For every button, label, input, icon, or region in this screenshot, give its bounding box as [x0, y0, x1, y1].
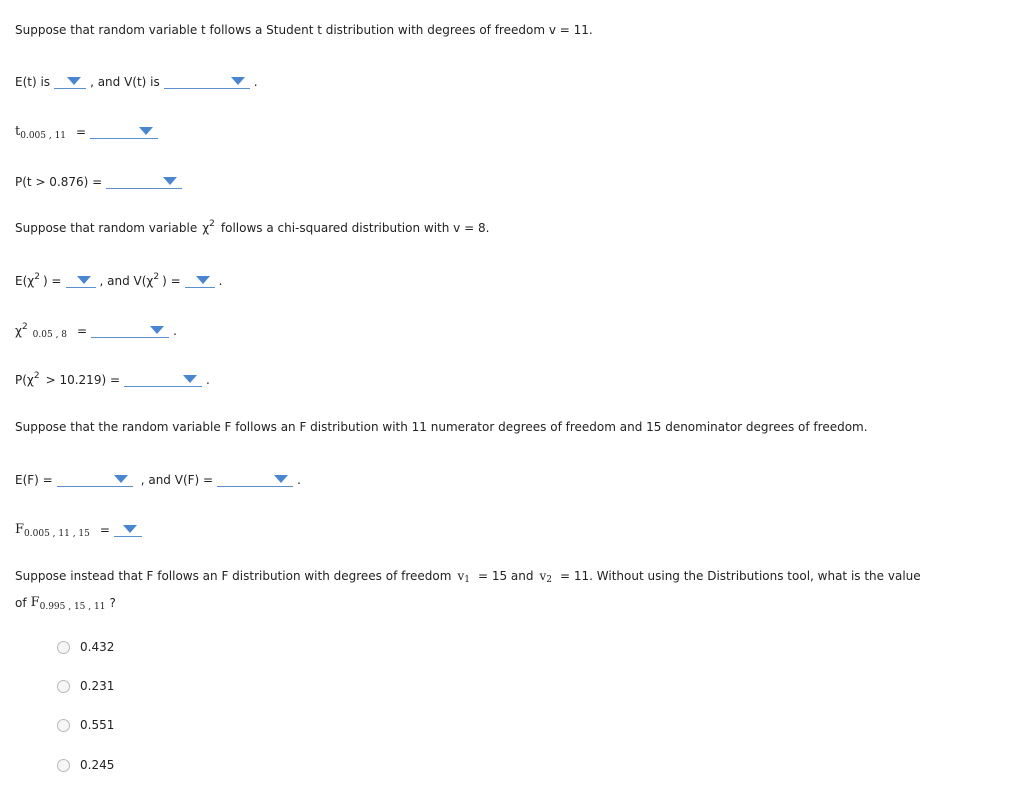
triangle-down-icon	[123, 525, 137, 533]
radio-circle-icon[interactable]	[57, 719, 70, 732]
triangle-down-icon	[183, 375, 197, 383]
triangle-down-icon	[163, 177, 177, 185]
triangle-down-icon	[139, 127, 153, 135]
chi-mean-dropdown[interactable]	[66, 271, 96, 288]
answer-option-1[interactable]: 0.432	[57, 640, 114, 654]
question-line-2: of F 0.995 , 15 , 11 ?	[15, 595, 116, 612]
f-critical-row: F 0.005 , 11 , 15 =	[15, 520, 146, 537]
triangle-down-icon	[114, 475, 128, 483]
radio-circle-icon[interactable]	[57, 641, 70, 654]
triangle-down-icon	[77, 276, 91, 284]
chi-probability-row: P( χ 2 > 10.219) = .	[15, 371, 210, 387]
f-critical-dropdown[interactable]	[114, 520, 142, 537]
f-moments-row: E(F) = , and V(F) = .	[15, 470, 301, 487]
answer-option-4[interactable]: 0.245	[57, 758, 114, 772]
f-variance-dropdown[interactable]	[217, 470, 293, 487]
chi-probability-dropdown[interactable]	[124, 370, 202, 387]
answer-option-3[interactable]: 0.551	[57, 718, 114, 732]
t-probability-row: P(t > 0.876) =	[15, 172, 186, 189]
f-mean-dropdown[interactable]	[57, 470, 133, 487]
chi-variance-dropdown[interactable]	[185, 271, 215, 288]
triangle-down-icon	[150, 326, 164, 334]
t-critical-dropdown[interactable]	[90, 122, 158, 139]
triangle-down-icon	[67, 77, 81, 85]
f-intro: Suppose that the random variable F follows an F distribution with 11 numerator degrees of freedom and 15 denominator degrees of freedom.	[15, 420, 868, 434]
radio-circle-icon[interactable]	[57, 680, 70, 693]
t-critical-row: t 0.005 , 11 =	[15, 122, 162, 139]
t-variance-dropdown[interactable]	[164, 72, 250, 89]
t-probability-dropdown[interactable]	[106, 172, 182, 189]
question-line-1: Suppose instead that F follows an F distribution with degrees of freedom v 1 = 15 and v 2 = 11. Without using the Distributions tool, what is the value	[15, 569, 921, 585]
t-moments-row: E(t) is , and V(t) is .	[15, 72, 258, 89]
t-intro: Suppose that random variable t follows a Student t distribution with degrees of freedom v = 11.	[15, 23, 593, 37]
radio-circle-icon[interactable]	[57, 759, 70, 772]
answer-option-2[interactable]: 0.231	[57, 679, 114, 693]
chi-moments-row: E( χ 2 ) = , and V( χ 2 ) = .	[15, 272, 223, 288]
chi-intro: Suppose that random variable χ 2 follows a chi-squared distribution with v = 8.	[15, 219, 490, 235]
triangle-down-icon	[231, 77, 245, 85]
t-mean-dropdown[interactable]	[54, 72, 86, 89]
chi-critical-dropdown[interactable]	[91, 321, 169, 338]
triangle-down-icon	[196, 276, 210, 284]
triangle-down-icon	[274, 475, 288, 483]
chi-critical-row: χ 2 0.05 , 8 = .	[15, 322, 177, 340]
